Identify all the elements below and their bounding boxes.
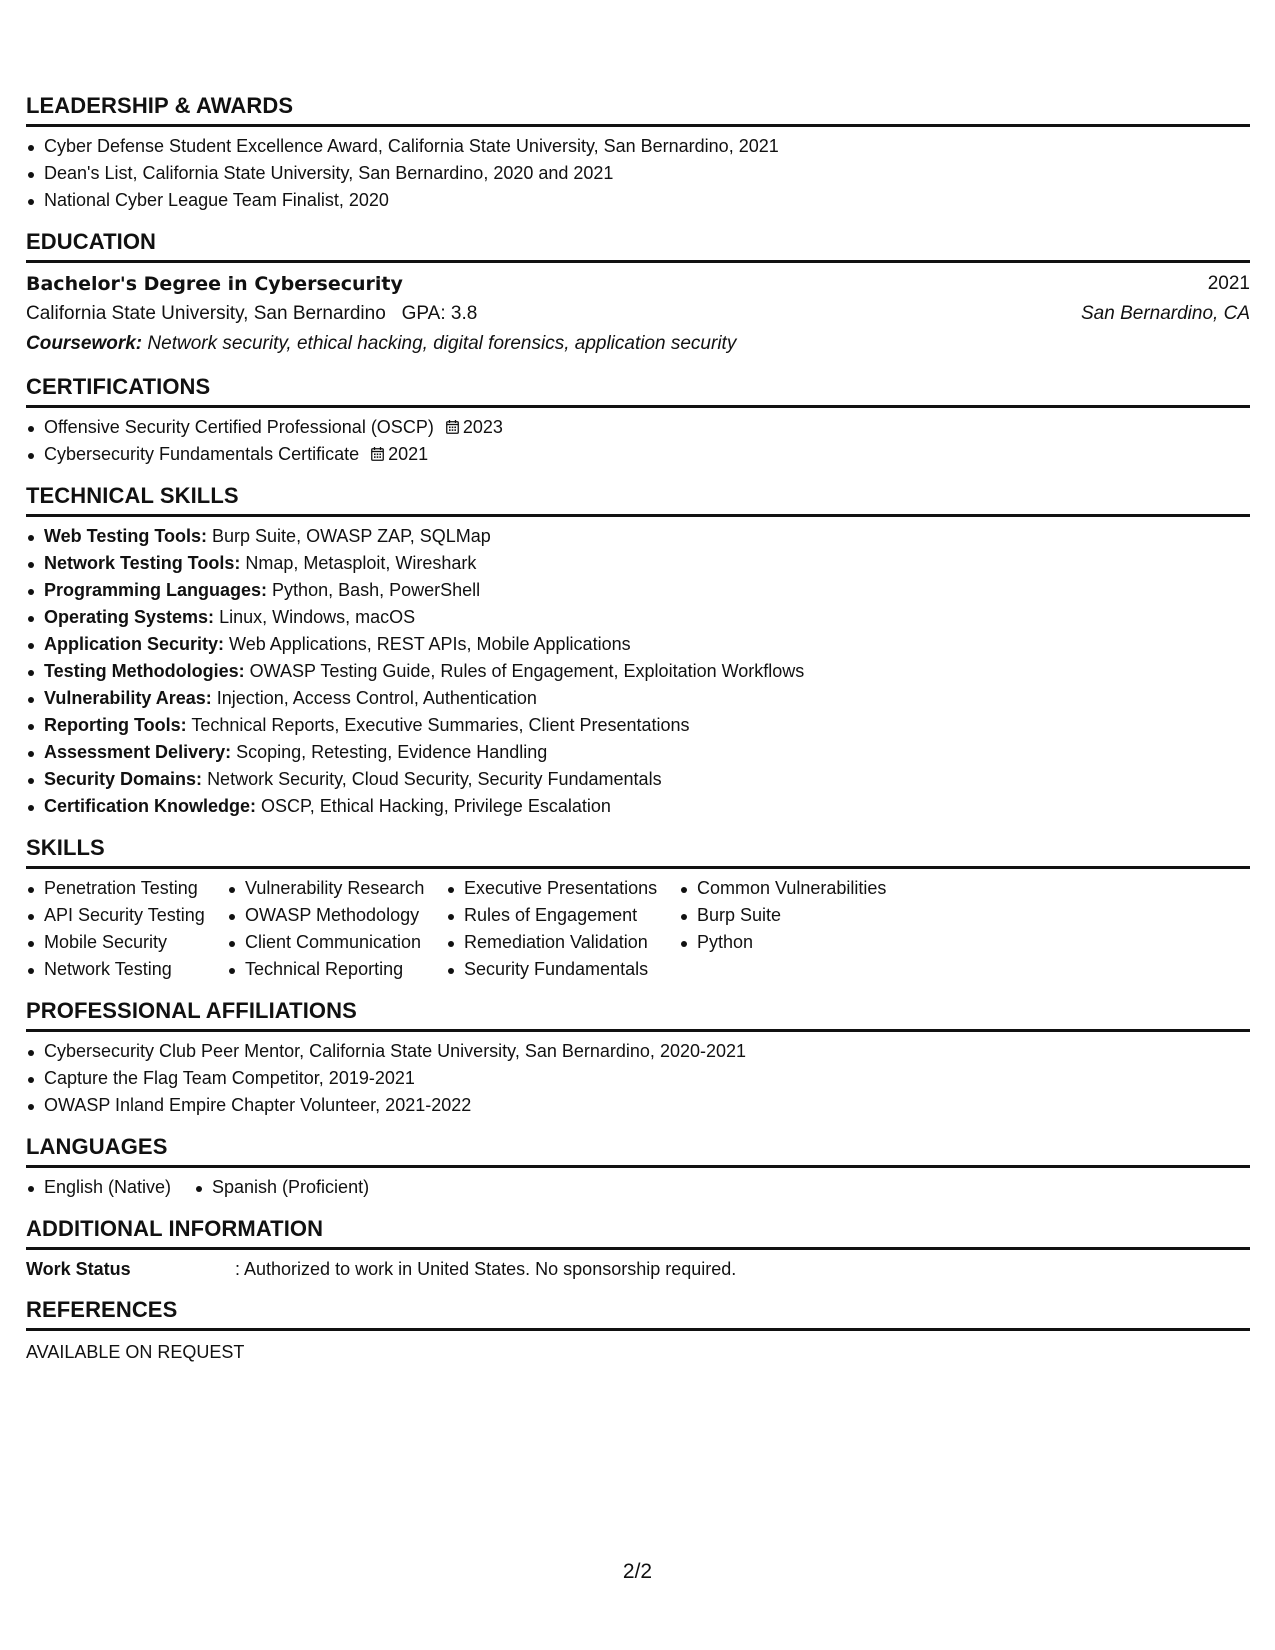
graduation-year: 2021 [1207, 273, 1250, 294]
list-item [26, 414, 1250, 441]
skill-value: Python, Bash, PowerShell [272, 580, 481, 600]
cert-name: Cybersecurity Fundamentals Certificate [44, 444, 360, 464]
page-number: 2/2 [622, 1560, 653, 1583]
list-item [26, 658, 1250, 685]
skill-value: OWASP Testing Guide, Rules of Engagement, Exploitation Workflows [249, 661, 805, 681]
skill-value: OSCP, Ethical Hacking, Privilege Escalation [261, 796, 611, 816]
references-text: AVAILABLE ON REQUEST [26, 1342, 245, 1362]
technical-skills-list [26, 523, 1250, 820]
school-location: San Bernardino, CA [1081, 303, 1250, 324]
coursework [26, 329, 1250, 359]
list-item: English (Native) [26, 1174, 194, 1201]
list-item [26, 685, 1250, 712]
list-item: Spanish (Proficient) [194, 1174, 369, 1201]
calendar-icon [371, 447, 384, 461]
section-title: TECHNICAL SKILLS [26, 482, 1250, 517]
technical-skills-section [26, 482, 1250, 820]
list-item: Penetration Testing [26, 875, 227, 902]
list-item: Vulnerability Research [227, 875, 446, 902]
skill-label: Security Domains: [44, 769, 203, 789]
skills-grid [26, 875, 1250, 983]
resume-page [26, 92, 1250, 1379]
skill-label: Vulnerability Areas: [44, 688, 212, 708]
list-item [26, 712, 1250, 739]
gpa: GPA: 3.8 [401, 303, 478, 324]
certifications-section [26, 373, 1250, 468]
affiliations-list [26, 1038, 1250, 1119]
skill-value: Burp Suite, OWASP ZAP, SQLMap [212, 526, 491, 546]
skill-value: Nmap, Metasploit, Wireshark [245, 553, 477, 573]
education-entry [26, 269, 1250, 359]
list-item: Common Vulnerabilities [679, 875, 929, 902]
affiliations-section [26, 997, 1250, 1119]
list-item: Technical Reporting [227, 956, 446, 983]
degree-name: Bachelor's Degree in Cybersecurity [26, 273, 403, 295]
list-item: Python [679, 929, 929, 956]
list-item: Rules of Engagement [446, 902, 679, 929]
skill-label: Assessment Delivery: [44, 742, 232, 762]
skills-column [227, 875, 446, 983]
list-item: Dean's List, California State University, San Bernardino, 2020 and 2021 [26, 160, 1250, 187]
leadership-section [26, 92, 1250, 214]
skill-label: Testing Methodologies: [44, 661, 245, 681]
list-item: Remediation Validation [446, 929, 679, 956]
languages-row [26, 1174, 1250, 1201]
skill-value: Network Security, Cloud Security, Security Fundamentals [207, 769, 662, 789]
list-item [26, 631, 1250, 658]
skill-value: Technical Reports, Executive Summaries, Client Presentations [191, 715, 690, 735]
languages-section [26, 1133, 1250, 1201]
list-item: Network Testing [26, 956, 227, 983]
list-item [26, 577, 1250, 604]
calendar-icon [446, 420, 459, 434]
list-item [26, 550, 1250, 577]
coursework-label: Coursework: [26, 333, 143, 354]
list-item: Security Fundamentals [446, 956, 679, 983]
list-item: OWASP Inland Empire Chapter Volunteer, 2021-2022 [26, 1092, 1250, 1119]
section-title: CERTIFICATIONS [26, 373, 1250, 408]
section-title: LEADERSHIP & AWARDS [26, 92, 1250, 127]
skills-column [679, 875, 929, 983]
education-section [26, 228, 1250, 359]
list-item [26, 441, 1250, 468]
skill-label: Network Testing Tools: [44, 553, 241, 573]
section-title: EDUCATION [26, 228, 1250, 263]
info-row [26, 1256, 1250, 1282]
skills-section [26, 834, 1250, 983]
section-title: REFERENCES [26, 1296, 1250, 1331]
coursework-text: Network security, ethical hacking, digital forensics, application security [147, 333, 737, 354]
list-item: Mobile Security [26, 929, 227, 956]
skills-column [446, 875, 679, 983]
list-item: Executive Presentations [446, 875, 679, 902]
skill-label: Programming Languages: [44, 580, 268, 600]
skill-value: Linux, Windows, macOS [219, 607, 416, 627]
cert-year: 2021 [388, 444, 429, 464]
skill-value: Injection, Access Control, Authentication [216, 688, 537, 708]
skill-label: Operating Systems: [44, 607, 215, 627]
education-school-row [26, 299, 1250, 329]
section-title: ADDITIONAL INFORMATION [26, 1215, 1250, 1250]
info-value: : Authorized to work in United States. No sponsorship required. [235, 1259, 737, 1279]
list-item: API Security Testing [26, 902, 227, 929]
list-item [26, 766, 1250, 793]
leadership-list [26, 133, 1250, 214]
languages-column [26, 1174, 194, 1201]
list-item: Client Communication [227, 929, 446, 956]
list-item: Capture the Flag Team Competitor, 2019-2021 [26, 1065, 1250, 1092]
section-title: SKILLS [26, 834, 1250, 869]
additional-info-section [26, 1215, 1250, 1282]
skill-value: Web Applications, REST APIs, Mobile Applications [229, 634, 631, 654]
skill-label: Application Security: [44, 634, 225, 654]
skill-value: Scoping, Retesting, Evidence Handling [236, 742, 548, 762]
skill-label: Web Testing Tools: [44, 526, 207, 546]
cert-name: Offensive Security Certified Professional (OSCP) [44, 417, 434, 437]
skill-label: Reporting Tools: [44, 715, 187, 735]
school-name: California State University, San Bernardino [26, 303, 386, 324]
list-item: National Cyber League Team Finalist, 2020 [26, 187, 1250, 214]
list-item [26, 604, 1250, 631]
references-section [26, 1296, 1250, 1365]
languages-column [194, 1174, 369, 1201]
list-item: Cybersecurity Club Peer Mentor, California State University, San Bernardino, 2020-2021 [26, 1038, 1250, 1065]
list-item: Cyber Defense Student Excellence Award, California State University, San Bernardino, 2021 [26, 133, 1250, 160]
list-item [26, 739, 1250, 766]
list-item [26, 523, 1250, 550]
section-title: PROFESSIONAL AFFILIATIONS [26, 997, 1250, 1032]
info-key: Work Status [26, 1259, 131, 1279]
list-item [26, 793, 1250, 820]
list-item: OWASP Methodology [227, 902, 446, 929]
skills-column [26, 875, 227, 983]
cert-year: 2023 [462, 417, 503, 437]
certifications-list [26, 414, 1250, 468]
list-item: Burp Suite [679, 902, 929, 929]
section-title: LANGUAGES [26, 1133, 1250, 1168]
education-degree-row [26, 269, 1250, 299]
skill-label: Certification Knowledge: [44, 796, 257, 816]
